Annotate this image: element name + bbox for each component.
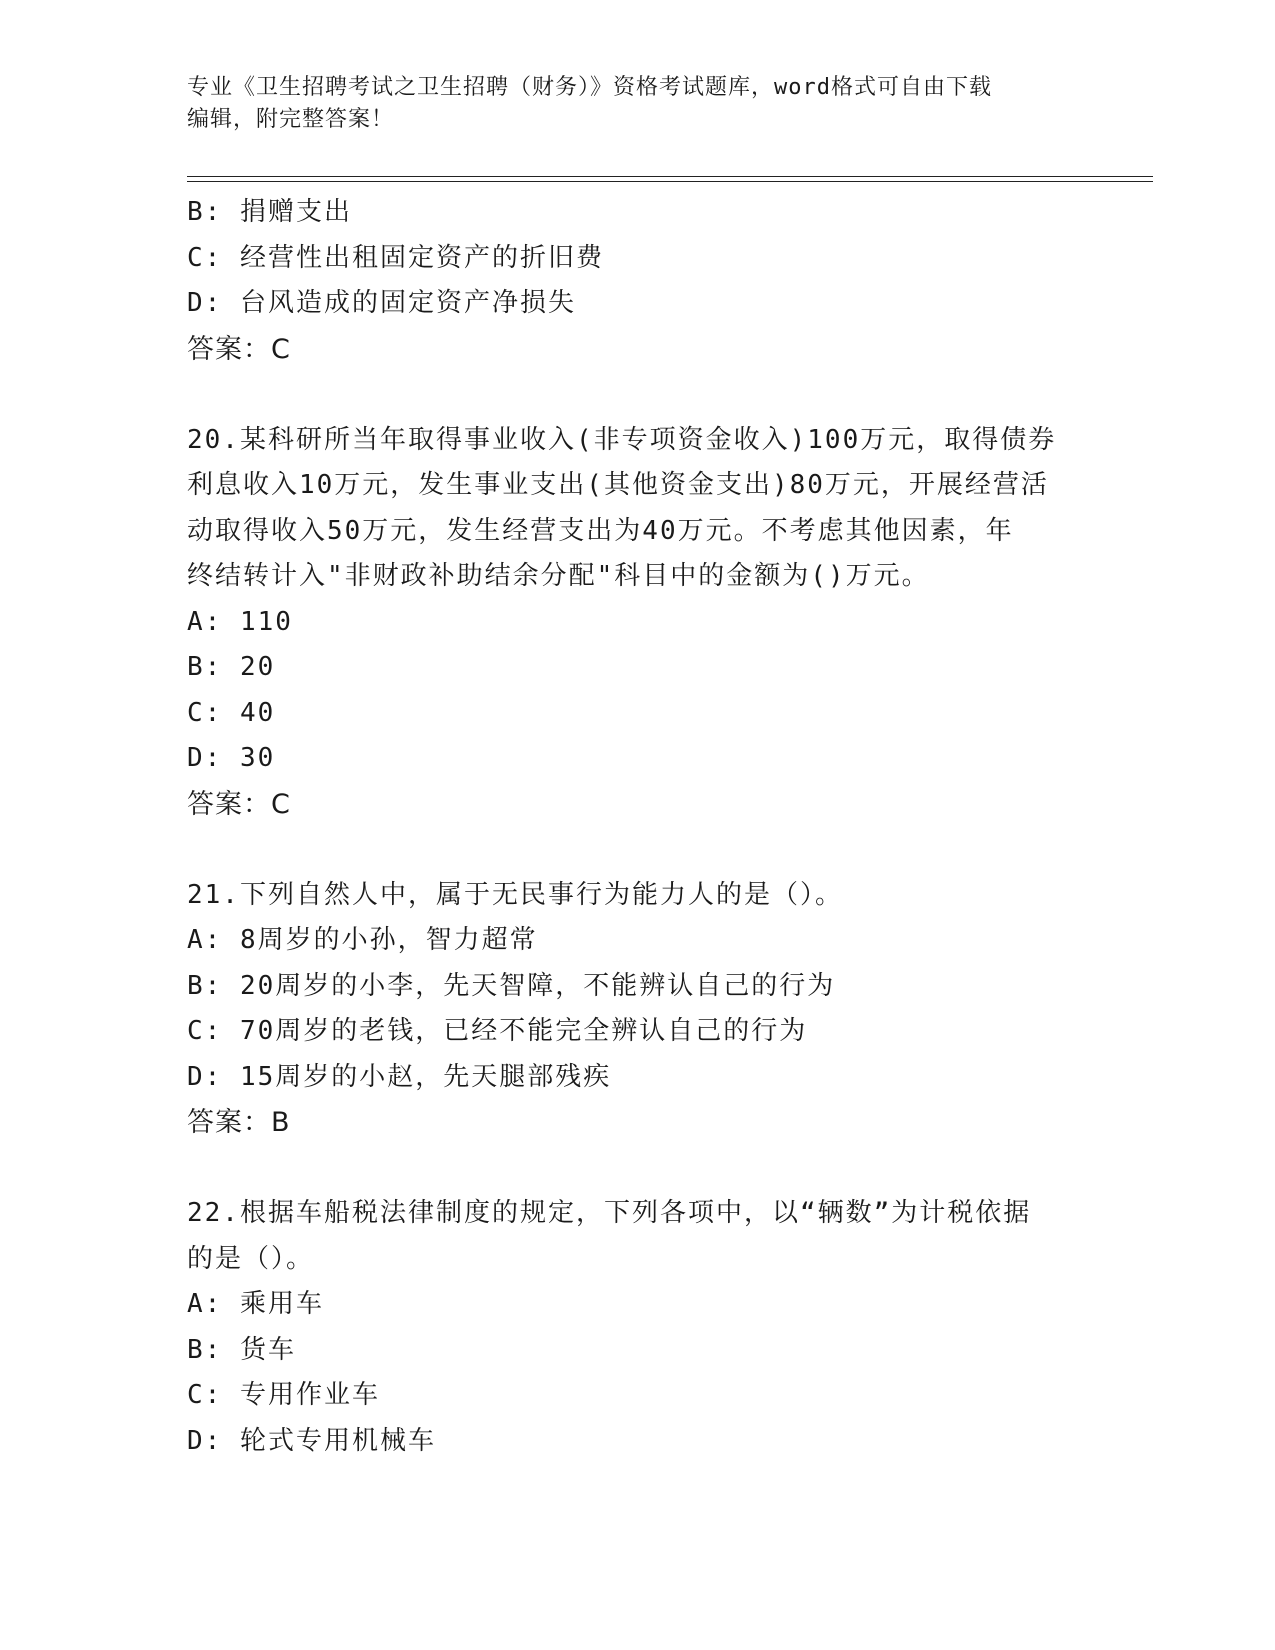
question-stem-line: 终结转计入"非财政补助结余分配"科目中的金额为()万元。 [187, 561, 930, 591]
question-21 [187, 873, 1087, 1146]
option-b: B: 货车 [187, 1334, 296, 1365]
answer-line: 答案：B [187, 1107, 291, 1138]
document-header [187, 72, 1087, 136]
header-divider-bottom [187, 181, 1153, 182]
header-divider-top [187, 176, 1153, 177]
option-c: C: 40 [187, 697, 276, 728]
question-content [187, 190, 1087, 1464]
spacer [187, 827, 1087, 873]
spacer [187, 1146, 1087, 1192]
question-stem-line: 利息收入10万元，发生事业支出(其他资金支出)80万元，开展经营活 [187, 470, 1049, 500]
option-c: C: 经营性出租固定资产的折旧费 [187, 242, 604, 273]
header-line-2: 编辑，附完整答案！ [187, 107, 395, 132]
option-d: D: 轮式专用机械车 [187, 1425, 436, 1456]
spacer [187, 372, 1087, 418]
option-b: B: 20周岁的小李，先天智障，不能辨认自己的行为 [187, 970, 836, 1001]
option-a: A: 110 [187, 606, 293, 637]
question-stem-line: 动取得收入50万元，发生经营支出为40万元。不考虑其他因素，年 [187, 515, 1014, 546]
header-line-1: 专业《卫生招聘考试之卫生招聘（财务）》资格考试题库，word格式可自由下载 [187, 75, 992, 100]
option-a: A: 8周岁的小孙，智力超常 [187, 925, 538, 955]
option-d: D: 台风造成的固定资产净损失 [187, 288, 576, 318]
question-stem-line: 22.根据车船税法律制度的规定，下列各项中，以“辆数”为计税依据 [187, 1198, 1032, 1228]
option-c: C: 70周岁的老钱，已经不能完全辨认自己的行为 [187, 1016, 808, 1046]
question-stem-line: 20.某科研所当年取得事业收入(非专项资金收入)100万元，取得债券 [187, 424, 1057, 455]
option-d: D: 30 [187, 743, 276, 773]
question-stem-line: 21.下列自然人中，属于无民事行为能力人的是（）。 [187, 879, 843, 910]
option-b: B: 20 [187, 652, 276, 682]
option-b: B: 捐赠支出 [187, 197, 352, 227]
question-20 [187, 418, 1087, 828]
option-a: A: 乘用车 [187, 1289, 324, 1319]
question-stem-line: 的是（）。 [187, 1243, 315, 1274]
answer-line: 答案：C [187, 333, 291, 365]
previous-question [187, 190, 1087, 372]
option-c: C: 专用作业车 [187, 1380, 380, 1410]
option-d: D: 15周岁的小赵，先天腿部残疾 [187, 1061, 612, 1092]
question-22 [187, 1191, 1087, 1464]
answer-line: 答案：C [187, 788, 291, 820]
